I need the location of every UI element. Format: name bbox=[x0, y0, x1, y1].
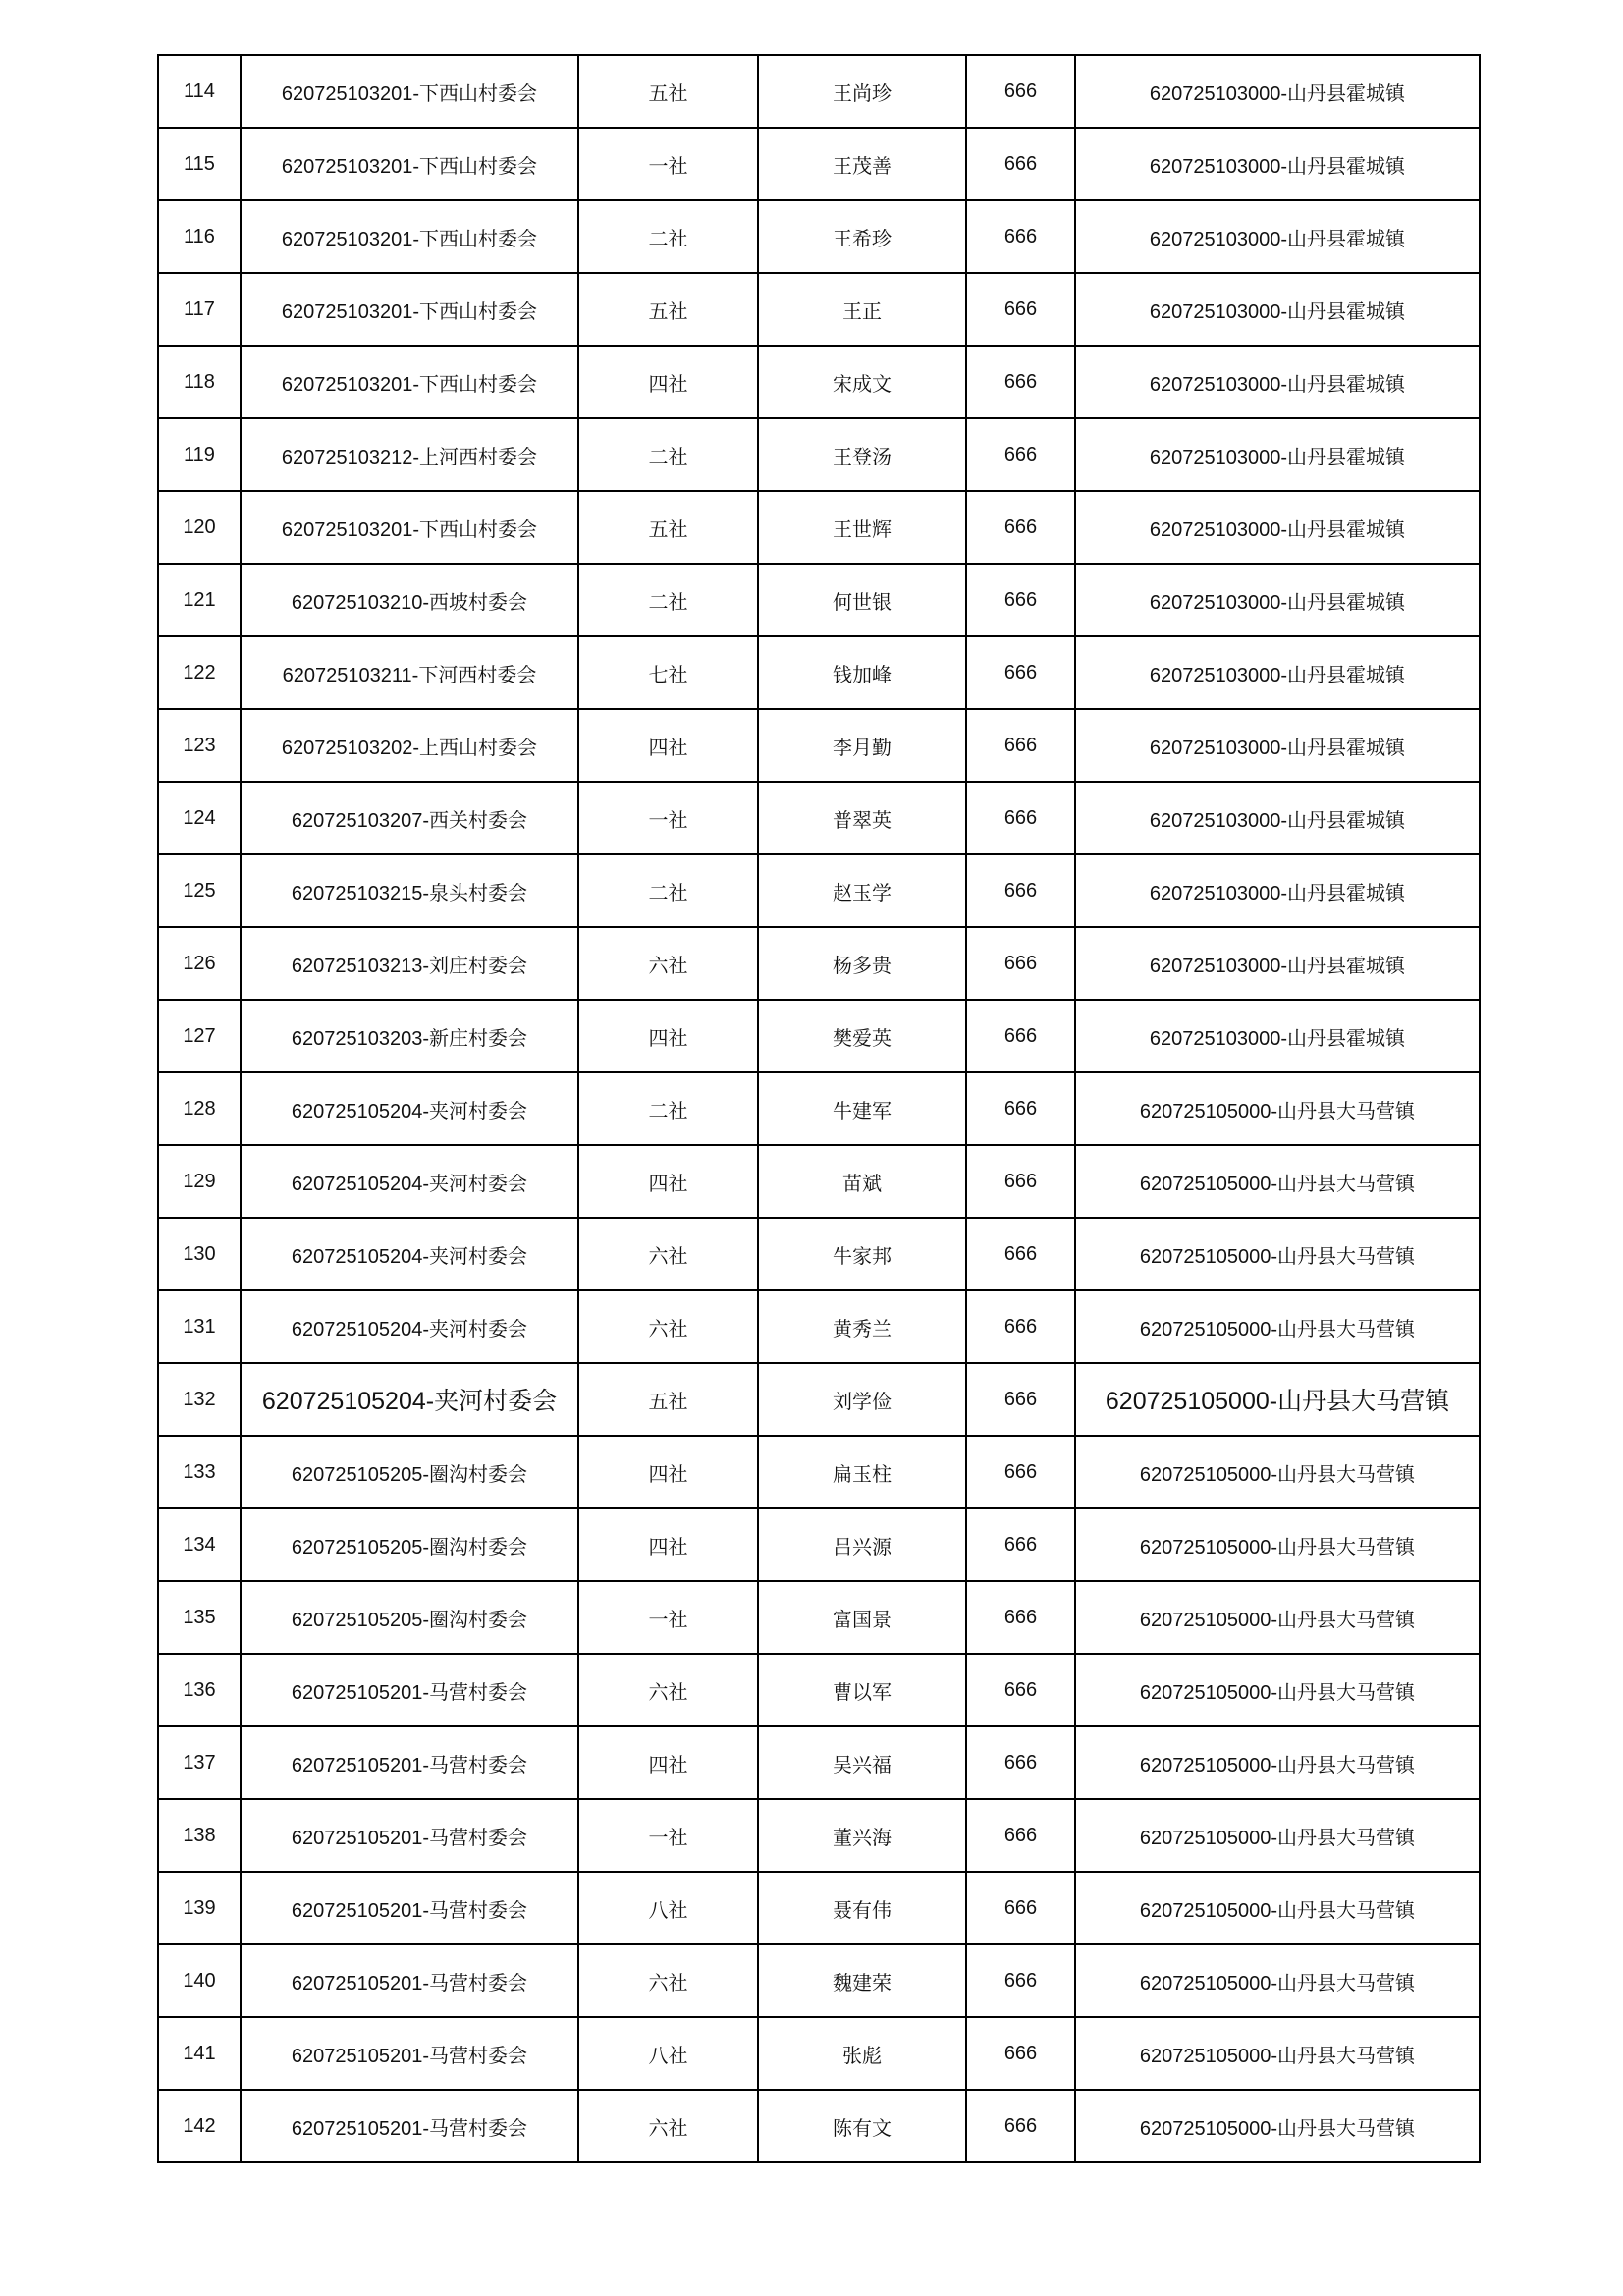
cell-village-group: 五社 bbox=[578, 55, 758, 128]
cell-township: 620725105000-山丹县大马营镇 bbox=[1075, 1072, 1480, 1145]
cell-row-number: 133 bbox=[158, 1436, 241, 1508]
cell-person-name: 曹以军 bbox=[758, 1654, 966, 1726]
cell-village-group: 二社 bbox=[578, 200, 758, 273]
cell-person-name: 富国景 bbox=[758, 1581, 966, 1654]
table-row bbox=[158, 927, 1480, 1000]
cell-amount: 666 bbox=[966, 273, 1075, 346]
cell-township: 620725103000-山丹县霍城镇 bbox=[1075, 1000, 1480, 1072]
cell-village-group: 二社 bbox=[578, 418, 758, 491]
cell-row-number: 121 bbox=[158, 564, 241, 636]
cell-township: 620725105000-山丹县大马营镇 bbox=[1075, 1508, 1480, 1581]
cell-amount: 666 bbox=[966, 1072, 1075, 1145]
table-row bbox=[158, 2017, 1480, 2090]
cell-person-name: 扁玉柱 bbox=[758, 1436, 966, 1508]
cell-village-committee: 620725105201-马营村委会 bbox=[241, 2017, 578, 2090]
cell-township: 620725105000-山丹县大马营镇 bbox=[1075, 2090, 1480, 2162]
cell-village-committee: 620725103201-下西山村委会 bbox=[241, 128, 578, 200]
cell-row-number: 140 bbox=[158, 1944, 241, 2017]
cell-person-name: 陈有文 bbox=[758, 2090, 966, 2162]
table-row bbox=[158, 1290, 1480, 1363]
cell-village-group: 六社 bbox=[578, 927, 758, 1000]
cell-village-group: 八社 bbox=[578, 1872, 758, 1944]
table-row bbox=[158, 2090, 1480, 2162]
cell-amount: 666 bbox=[966, 1799, 1075, 1872]
table-row bbox=[158, 636, 1480, 709]
cell-row-number: 141 bbox=[158, 2017, 241, 2090]
cell-village-group: 四社 bbox=[578, 1000, 758, 1072]
table-row bbox=[158, 1654, 1480, 1726]
cell-row-number: 135 bbox=[158, 1581, 241, 1654]
cell-row-number: 138 bbox=[158, 1799, 241, 1872]
cell-amount: 666 bbox=[966, 2017, 1075, 2090]
cell-row-number: 124 bbox=[158, 782, 241, 854]
cell-village-group: 四社 bbox=[578, 1145, 758, 1218]
cell-person-name: 吕兴源 bbox=[758, 1508, 966, 1581]
table-row bbox=[158, 418, 1480, 491]
cell-person-name: 王茂善 bbox=[758, 128, 966, 200]
cell-village-committee: 620725105204-夹河村委会 bbox=[241, 1290, 578, 1363]
cell-row-number: 117 bbox=[158, 273, 241, 346]
table-row bbox=[158, 1944, 1480, 2017]
cell-village-group: 四社 bbox=[578, 1508, 758, 1581]
cell-row-number: 131 bbox=[158, 1290, 241, 1363]
cell-amount: 666 bbox=[966, 854, 1075, 927]
cell-person-name: 张彪 bbox=[758, 2017, 966, 2090]
cell-village-committee: 620725103207-西关村委会 bbox=[241, 782, 578, 854]
table-row bbox=[158, 273, 1480, 346]
table-row bbox=[158, 1872, 1480, 1944]
cell-village-group: 四社 bbox=[578, 346, 758, 418]
table-row bbox=[158, 55, 1480, 128]
cell-township: 620725103000-山丹县霍城镇 bbox=[1075, 854, 1480, 927]
cell-village-committee: 620725103202-上西山村委会 bbox=[241, 709, 578, 782]
cell-township: 620725103000-山丹县霍城镇 bbox=[1075, 564, 1480, 636]
table-row bbox=[158, 1799, 1480, 1872]
cell-village-group: 一社 bbox=[578, 128, 758, 200]
table-row bbox=[158, 128, 1480, 200]
cell-amount: 666 bbox=[966, 418, 1075, 491]
cell-person-name: 宋成文 bbox=[758, 346, 966, 418]
cell-row-number: 125 bbox=[158, 854, 241, 927]
cell-village-committee: 620725105205-圈沟村委会 bbox=[241, 1436, 578, 1508]
cell-row-number: 132 bbox=[158, 1363, 241, 1436]
cell-village-group: 六社 bbox=[578, 1654, 758, 1726]
cell-village-group: 五社 bbox=[578, 273, 758, 346]
cell-person-name: 王登汤 bbox=[758, 418, 966, 491]
cell-amount: 666 bbox=[966, 55, 1075, 128]
cell-amount: 666 bbox=[966, 1145, 1075, 1218]
cell-township: 620725103000-山丹县霍城镇 bbox=[1075, 200, 1480, 273]
cell-amount: 666 bbox=[966, 1581, 1075, 1654]
cell-row-number: 126 bbox=[158, 927, 241, 1000]
table-row bbox=[158, 1581, 1480, 1654]
cell-village-committee: 620725105201-马营村委会 bbox=[241, 1654, 578, 1726]
cell-village-committee: 620725103201-下西山村委会 bbox=[241, 200, 578, 273]
cell-village-group: 四社 bbox=[578, 709, 758, 782]
cell-township: 620725105000-山丹县大马营镇 bbox=[1075, 1218, 1480, 1290]
cell-row-number: 119 bbox=[158, 418, 241, 491]
cell-person-name: 魏建荣 bbox=[758, 1944, 966, 2017]
table-row bbox=[158, 491, 1480, 564]
cell-person-name: 王尚珍 bbox=[758, 55, 966, 128]
cell-row-number: 118 bbox=[158, 346, 241, 418]
cell-row-number: 123 bbox=[158, 709, 241, 782]
cell-amount: 666 bbox=[966, 1218, 1075, 1290]
cell-amount: 666 bbox=[966, 1436, 1075, 1508]
table-row bbox=[158, 1363, 1480, 1436]
cell-amount: 666 bbox=[966, 1290, 1075, 1363]
cell-village-committee: 620725103211-下河西村委会 bbox=[241, 636, 578, 709]
cell-amount: 666 bbox=[966, 200, 1075, 273]
cell-township: 620725103000-山丹县霍城镇 bbox=[1075, 927, 1480, 1000]
cell-amount: 666 bbox=[966, 564, 1075, 636]
cell-village-committee: 620725105201-马营村委会 bbox=[241, 2090, 578, 2162]
table-row bbox=[158, 709, 1480, 782]
table-row bbox=[158, 200, 1480, 273]
cell-village-committee: 620725103201-下西山村委会 bbox=[241, 346, 578, 418]
cell-village-group: 二社 bbox=[578, 854, 758, 927]
cell-village-committee: 620725105204-夹河村委会 bbox=[241, 1218, 578, 1290]
cell-village-committee: 620725103203-新庄村委会 bbox=[241, 1000, 578, 1072]
cell-row-number: 134 bbox=[158, 1508, 241, 1581]
table-row bbox=[158, 1436, 1480, 1508]
table-row bbox=[158, 782, 1480, 854]
cell-township: 620725105000-山丹县大马营镇 bbox=[1075, 1436, 1480, 1508]
cell-person-name: 杨多贵 bbox=[758, 927, 966, 1000]
cell-township: 620725105000-山丹县大马营镇 bbox=[1075, 1799, 1480, 1872]
cell-person-name: 刘学俭 bbox=[758, 1363, 966, 1436]
cell-row-number: 130 bbox=[158, 1218, 241, 1290]
cell-village-group: 六社 bbox=[578, 1218, 758, 1290]
cell-amount: 666 bbox=[966, 636, 1075, 709]
cell-village-committee: 620725105204-夹河村委会 bbox=[241, 1145, 578, 1218]
cell-amount: 666 bbox=[966, 1363, 1075, 1436]
cell-village-group: 四社 bbox=[578, 1436, 758, 1508]
table-row bbox=[158, 1145, 1480, 1218]
cell-township: 620725103000-山丹县霍城镇 bbox=[1075, 709, 1480, 782]
table-row bbox=[158, 1508, 1480, 1581]
cell-village-committee: 620725105204-夹河村委会 bbox=[241, 1363, 578, 1436]
cell-township: 620725105000-山丹县大马营镇 bbox=[1075, 1654, 1480, 1726]
cell-village-committee: 620725103212-上河西村委会 bbox=[241, 418, 578, 491]
cell-township: 620725105000-山丹县大马营镇 bbox=[1075, 1581, 1480, 1654]
cell-village-group: 一社 bbox=[578, 1581, 758, 1654]
cell-row-number: 128 bbox=[158, 1072, 241, 1145]
cell-person-name: 王正 bbox=[758, 273, 966, 346]
cell-person-name: 黄秀兰 bbox=[758, 1290, 966, 1363]
cell-village-committee: 620725105201-马营村委会 bbox=[241, 1726, 578, 1799]
cell-village-committee: 620725103210-西坡村委会 bbox=[241, 564, 578, 636]
cell-row-number: 137 bbox=[158, 1726, 241, 1799]
cell-amount: 666 bbox=[966, 1654, 1075, 1726]
cell-village-committee: 620725105205-圈沟村委会 bbox=[241, 1508, 578, 1581]
cell-village-group: 六社 bbox=[578, 1290, 758, 1363]
cell-township: 620725103000-山丹县霍城镇 bbox=[1075, 418, 1480, 491]
cell-township: 620725103000-山丹县霍城镇 bbox=[1075, 346, 1480, 418]
cell-village-committee: 620725103201-下西山村委会 bbox=[241, 55, 578, 128]
cell-village-group: 七社 bbox=[578, 636, 758, 709]
cell-amount: 666 bbox=[966, 782, 1075, 854]
cell-person-name: 吴兴福 bbox=[758, 1726, 966, 1799]
cell-township: 620725105000-山丹县大马营镇 bbox=[1075, 1290, 1480, 1363]
cell-village-committee: 620725103213-刘庄村委会 bbox=[241, 927, 578, 1000]
cell-person-name: 普翠英 bbox=[758, 782, 966, 854]
cell-amount: 666 bbox=[966, 346, 1075, 418]
cell-row-number: 136 bbox=[158, 1654, 241, 1726]
table-row bbox=[158, 564, 1480, 636]
cell-village-group: 五社 bbox=[578, 491, 758, 564]
cell-row-number: 139 bbox=[158, 1872, 241, 1944]
cell-township: 620725103000-山丹县霍城镇 bbox=[1075, 782, 1480, 854]
cell-village-group: 二社 bbox=[578, 564, 758, 636]
cell-village-group: 六社 bbox=[578, 2090, 758, 2162]
cell-person-name: 牛家邦 bbox=[758, 1218, 966, 1290]
cell-township: 620725105000-山丹县大马营镇 bbox=[1075, 1363, 1480, 1436]
cell-township: 620725105000-山丹县大马营镇 bbox=[1075, 1726, 1480, 1799]
cell-township: 620725103000-山丹县霍城镇 bbox=[1075, 491, 1480, 564]
cell-person-name: 牛建军 bbox=[758, 1072, 966, 1145]
cell-township: 620725105000-山丹县大马营镇 bbox=[1075, 1145, 1480, 1218]
table-row bbox=[158, 346, 1480, 418]
cell-person-name: 李月勤 bbox=[758, 709, 966, 782]
cell-township: 620725105000-山丹县大马营镇 bbox=[1075, 2017, 1480, 2090]
cell-village-committee: 620725105201-马营村委会 bbox=[241, 1872, 578, 1944]
cell-person-name: 王世辉 bbox=[758, 491, 966, 564]
cell-person-name: 钱加峰 bbox=[758, 636, 966, 709]
cell-row-number: 120 bbox=[158, 491, 241, 564]
cell-township: 620725103000-山丹县霍城镇 bbox=[1075, 55, 1480, 128]
cell-amount: 666 bbox=[966, 1508, 1075, 1581]
cell-person-name: 聂有伟 bbox=[758, 1872, 966, 1944]
cell-person-name: 何世银 bbox=[758, 564, 966, 636]
cell-person-name: 王希珍 bbox=[758, 200, 966, 273]
cell-village-group: 八社 bbox=[578, 2017, 758, 2090]
cell-amount: 666 bbox=[966, 128, 1075, 200]
table-row bbox=[158, 1072, 1480, 1145]
cell-row-number: 127 bbox=[158, 1000, 241, 1072]
table-row bbox=[158, 854, 1480, 927]
cell-row-number: 114 bbox=[158, 55, 241, 128]
cell-village-committee: 620725103215-泉头村委会 bbox=[241, 854, 578, 927]
cell-village-committee: 620725103201-下西山村委会 bbox=[241, 273, 578, 346]
cell-township: 620725105000-山丹县大马营镇 bbox=[1075, 1872, 1480, 1944]
cell-person-name: 樊爱英 bbox=[758, 1000, 966, 1072]
table-body bbox=[158, 55, 1480, 2162]
cell-amount: 666 bbox=[966, 2090, 1075, 2162]
cell-row-number: 122 bbox=[158, 636, 241, 709]
cell-village-group: 五社 bbox=[578, 1363, 758, 1436]
cell-amount: 666 bbox=[966, 1726, 1075, 1799]
cell-person-name: 苗斌 bbox=[758, 1145, 966, 1218]
cell-township: 620725103000-山丹县霍城镇 bbox=[1075, 636, 1480, 709]
cell-amount: 666 bbox=[966, 1000, 1075, 1072]
cell-township: 620725103000-山丹县霍城镇 bbox=[1075, 273, 1480, 346]
table-row bbox=[158, 1218, 1480, 1290]
cell-township: 620725103000-山丹县霍城镇 bbox=[1075, 128, 1480, 200]
cell-row-number: 115 bbox=[158, 128, 241, 200]
table-row bbox=[158, 1000, 1480, 1072]
cell-row-number: 129 bbox=[158, 1145, 241, 1218]
cell-village-group: 二社 bbox=[578, 1072, 758, 1145]
cell-amount: 666 bbox=[966, 491, 1075, 564]
cell-township: 620725105000-山丹县大马营镇 bbox=[1075, 1944, 1480, 2017]
cell-village-group: 六社 bbox=[578, 1944, 758, 2017]
cell-amount: 666 bbox=[966, 927, 1075, 1000]
table-row bbox=[158, 1726, 1480, 1799]
cell-village-committee: 620725105204-夹河村委会 bbox=[241, 1072, 578, 1145]
cell-village-group: 一社 bbox=[578, 782, 758, 854]
cell-amount: 666 bbox=[966, 1872, 1075, 1944]
cell-row-number: 116 bbox=[158, 200, 241, 273]
cell-person-name: 董兴海 bbox=[758, 1799, 966, 1872]
cell-village-committee: 620725105201-马营村委会 bbox=[241, 1799, 578, 1872]
subsidy-table bbox=[157, 54, 1481, 2163]
cell-village-committee: 620725105205-圈沟村委会 bbox=[241, 1581, 578, 1654]
cell-person-name: 赵玉学 bbox=[758, 854, 966, 927]
cell-village-group: 四社 bbox=[578, 1726, 758, 1799]
cell-village-committee: 620725105201-马营村委会 bbox=[241, 1944, 578, 2017]
cell-row-number: 142 bbox=[158, 2090, 241, 2162]
cell-amount: 666 bbox=[966, 1944, 1075, 2017]
cell-village-group: 一社 bbox=[578, 1799, 758, 1872]
cell-amount: 666 bbox=[966, 709, 1075, 782]
cell-village-committee: 620725103201-下西山村委会 bbox=[241, 491, 578, 564]
